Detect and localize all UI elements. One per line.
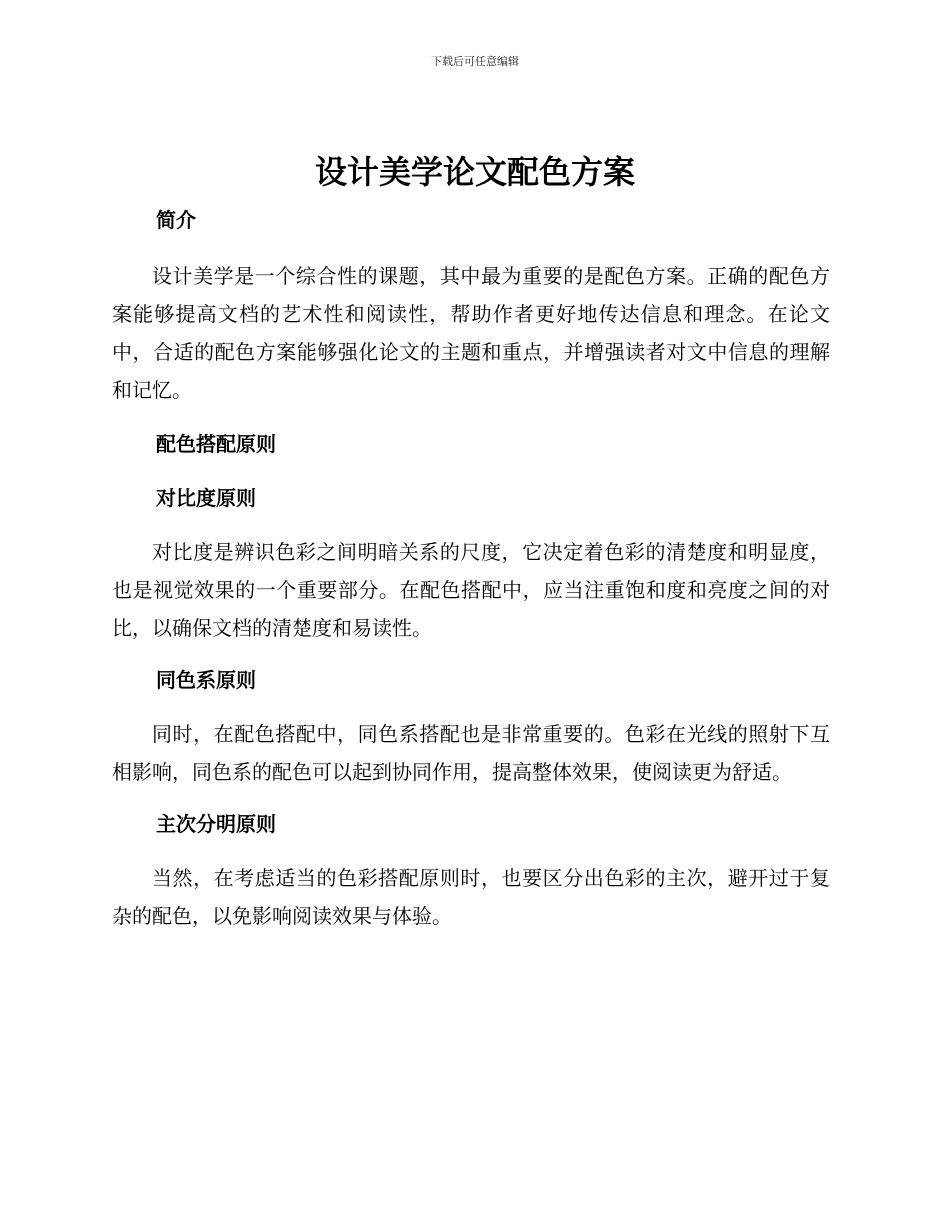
subsection-heading-contrast: 对比度原则 xyxy=(156,486,256,510)
subsection-heading-same-color: 同色系原则 xyxy=(156,668,256,692)
paragraph-intro: 设计美学是一个综合性的课题，其中最为重要的是配色方案。正确的配色方案能够提高文档的艺术性和阅读性，帮助作者更好地传达信息和理念。在论文中，合适的配色方案能够强化论文的主题和重点，并增强读者对文中信息的理解和记忆。 xyxy=(112,264,830,402)
document-title: 设计美学论文配色方案 xyxy=(314,153,635,191)
document-body xyxy=(112,200,830,935)
subsection-heading-primary-secondary: 主次分明原则 xyxy=(156,812,276,836)
section-heading-principles: 配色搭配原则 xyxy=(156,432,276,456)
paragraph-contrast: 对比度是辨识色彩之间明暗关系的尺度，它决定着色彩的清楚度和明显度，也是视觉效果的一个重要部分。在配色搭配中，应当注重饱和度和亮度之间的对比，以确保文档的清楚度和易读性。 xyxy=(112,540,830,640)
paragraph-primary-secondary: 当然，在考虑适当的色彩搭配原则时，也要区分出色彩的主次，避开过于复杂的配色，以免影响阅读效果与体验。 xyxy=(112,866,830,928)
paragraph-same-color: 同时，在配色搭配中，同色系搭配也是非常重要的。色彩在光线的照射下互相影响，同色系的配色可以起到协同作用，提高整体效果，使阅读更为舒适。 xyxy=(112,722,830,784)
header-note: 下载后可任意编辑 xyxy=(431,55,519,68)
section-heading-intro: 简介 xyxy=(156,208,196,232)
